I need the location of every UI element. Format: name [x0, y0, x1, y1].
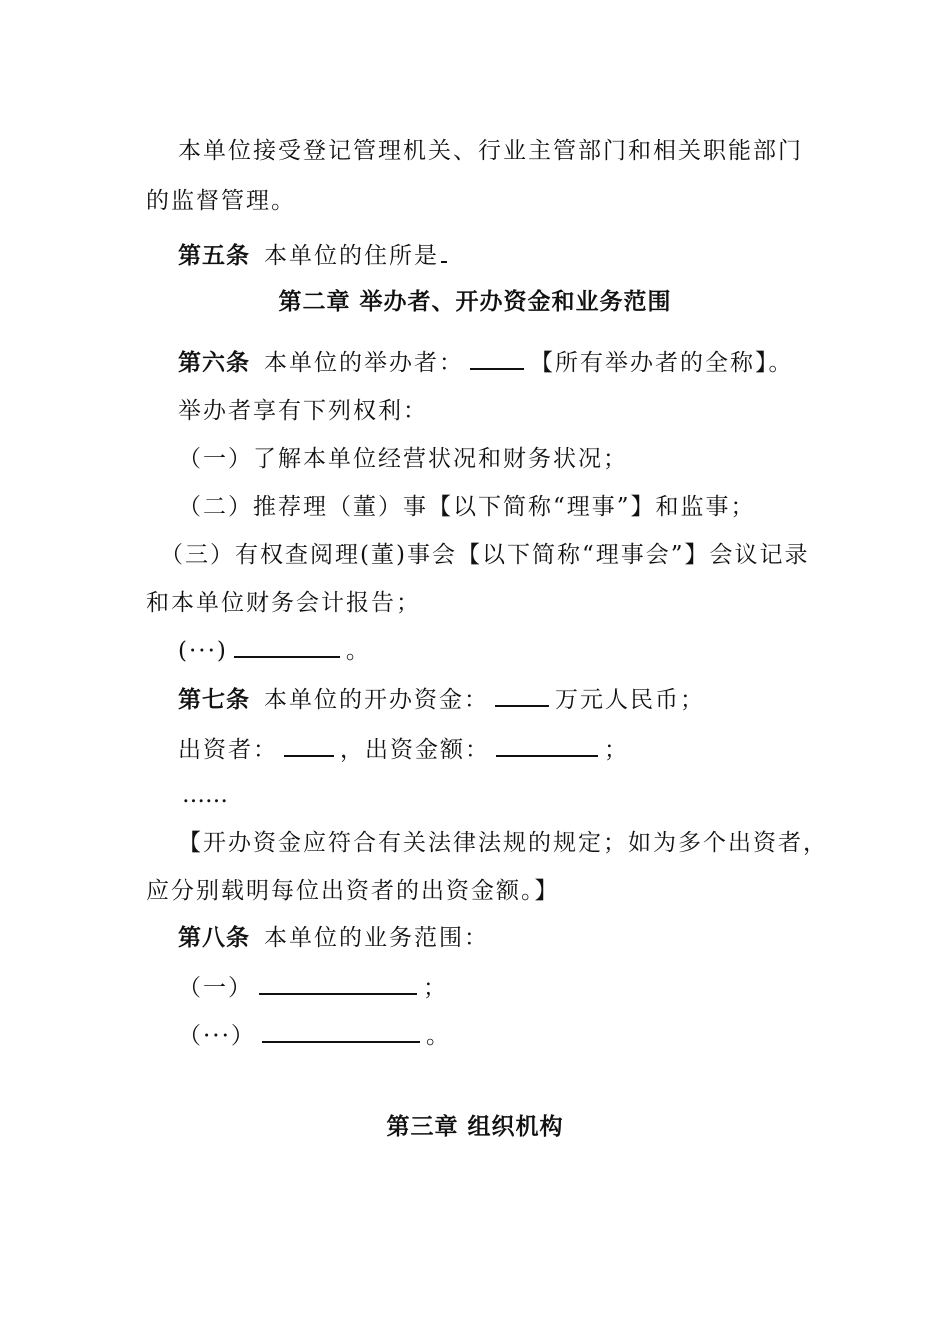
amount-blank — [496, 733, 598, 757]
investor-label: 出资者： — [178, 737, 278, 763]
investor-line — [178, 733, 629, 765]
article-8 — [178, 923, 489, 953]
capital-note-line2: 应分别载明每位出资者的出资金额。】 — [146, 878, 560, 904]
article-8-label: 第八条 — [178, 925, 250, 951]
scope-more-blank — [262, 1019, 420, 1043]
capital-note-line1: 【开办资金应符合有关法律法规的规定；如为多个出资者， — [178, 830, 828, 856]
chapter-2-title: 第二章 举办者、开办资金和业务范围 — [278, 289, 672, 315]
rights-intro: 举办者享有下列权利： — [178, 398, 428, 424]
right-3-line2: 和本单位财务会计报告； — [146, 590, 421, 616]
article-5-text: 本单位的住所是 — [264, 243, 439, 269]
right-more-prefix: (···) — [178, 638, 228, 664]
article-6-text: 本单位的举办者： — [264, 350, 464, 376]
article-5 — [178, 239, 453, 271]
article-6 — [178, 346, 794, 378]
article-7-label: 第七条 — [178, 687, 250, 713]
article-7-text: 本单位的开办资金： — [264, 687, 489, 713]
scope-more-suffix: 。 — [425, 1023, 451, 1049]
scope-more — [178, 1019, 451, 1051]
right-2: （二）推荐理（董）事【以下简称“理事”】和监事； — [178, 494, 756, 520]
right-more-blank — [234, 634, 340, 658]
scope-1-suffix: ； — [423, 975, 448, 1001]
scope-1-prefix: （一） — [178, 975, 253, 1001]
article-5-label: 第五条 — [178, 243, 250, 269]
right-1: （一）了解本单位经营状况和财务状况； — [178, 446, 628, 472]
article-8-text: 本单位的业务范围： — [264, 925, 489, 951]
capital-blank — [495, 683, 549, 707]
article-7 — [178, 683, 705, 715]
ellipsis: …… — [182, 782, 228, 808]
article-7-unit: 万元人民币； — [555, 687, 705, 713]
amount-label: ，出资金额： — [340, 737, 490, 763]
sponsor-blank — [470, 346, 524, 370]
right-3-line1: （三）有权查阅理(董)事会【以下简称“理事会”】会议记录 — [160, 542, 810, 568]
chapter-3-title: 第三章 组织机构 — [386, 1114, 564, 1140]
investor-blank — [284, 733, 334, 757]
right-more-suffix: 。 — [345, 638, 371, 664]
paragraph-supervision-line1: 本单位接受登记管理机关、行业主管部门和相关职能部门 — [178, 138, 803, 164]
article-6-note: 【所有举办者的全称】。 — [530, 350, 794, 376]
paragraph-supervision-line2: 的监督管理。 — [146, 188, 296, 214]
article-6-label: 第六条 — [178, 350, 250, 376]
right-more — [178, 634, 371, 666]
scope-1-blank — [259, 971, 417, 995]
scope-1 — [178, 971, 448, 1003]
scope-more-prefix: （···） — [178, 1023, 256, 1049]
investor-suffix: ； — [604, 737, 629, 763]
address-blank — [441, 239, 447, 263]
